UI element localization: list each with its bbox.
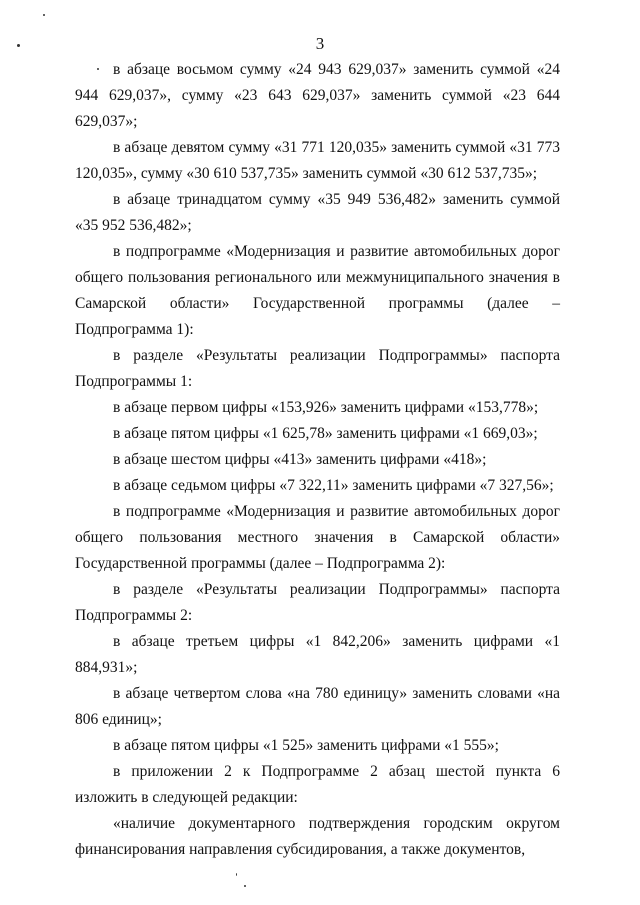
scan-speck (244, 885, 246, 887)
page-number: 3 (315, 34, 325, 53)
paragraph: в абзаце седьмом цифры «7 322,11» заменить цифрами «7 327,56»; (113, 477, 554, 494)
paragraph: в абзаце пятом цифры «1 625,78» заменить цифрами «1 669,03»; (113, 425, 538, 442)
paragraph: в абзаце девятом сумму «31 771 120,035» заменить суммой «31 773 120,035», сумму «30 610 537,735» заменить суммой «30 612 537,735»; (75, 139, 560, 182)
paragraph: в абзаце пятом цифры «1 525» заменить цифрами «1 555»; (113, 737, 499, 754)
scan-speck (43, 14, 45, 16)
paragraph: в абзаце третьем цифры «1 842,206» заменить цифрами «1 884,931»; (75, 633, 560, 676)
paragraph: в приложении 2 к Подпрограмме 2 абзац шестой пункта 6 изложить в следующей редакции: (75, 763, 560, 806)
document-body (75, 57, 560, 863)
paragraph: в абзаце шестом цифры «413» заменить цифрами «418»; (113, 451, 487, 468)
scan-speck (97, 68, 99, 70)
paragraph: в абзаце тринадцатом сумму «35 949 536,482» заменить суммой «35 952 536,482»; (75, 191, 560, 234)
paragraph: в подпрограмме «Модернизация и развитие автомобильных дорог общего пользования регионального или межмуниципального значения в Самарской области» Государственной программы (далее – Подпрограмма 1): (75, 243, 560, 338)
paragraph: в разделе «Результаты реализации Подпрограммы» паспорта Подпрограммы 1: (75, 347, 560, 390)
scan-speck (17, 44, 20, 47)
paragraph: в подпрограмме «Модернизация и развитие автомобильных дорог общего пользования местного значения в Самарской области» Государственной программы (далее – Подпрограмма 2): (75, 503, 560, 572)
scan-speck (236, 873, 237, 876)
paragraph: в абзаце четвертом слова «на 780 единицу» заменить словами «на 806 единиц»; (75, 685, 560, 728)
paragraph: в абзаце восьмом сумму «24 943 629,037» заменить суммой «24 944 629,037», сумму «23 643 629,037» заменить суммой «23 644 629,037»; (75, 61, 560, 130)
paragraph: в абзаце первом цифры «153,926» заменить цифрами «153,778»; (113, 399, 539, 416)
paragraph: в разделе «Результаты реализации Подпрограммы» паспорта Подпрограммы 2: (75, 581, 560, 624)
paragraph: «наличие документарного подтверждения городским округом финансирования направления субсидирования, а также документов, (75, 815, 560, 858)
